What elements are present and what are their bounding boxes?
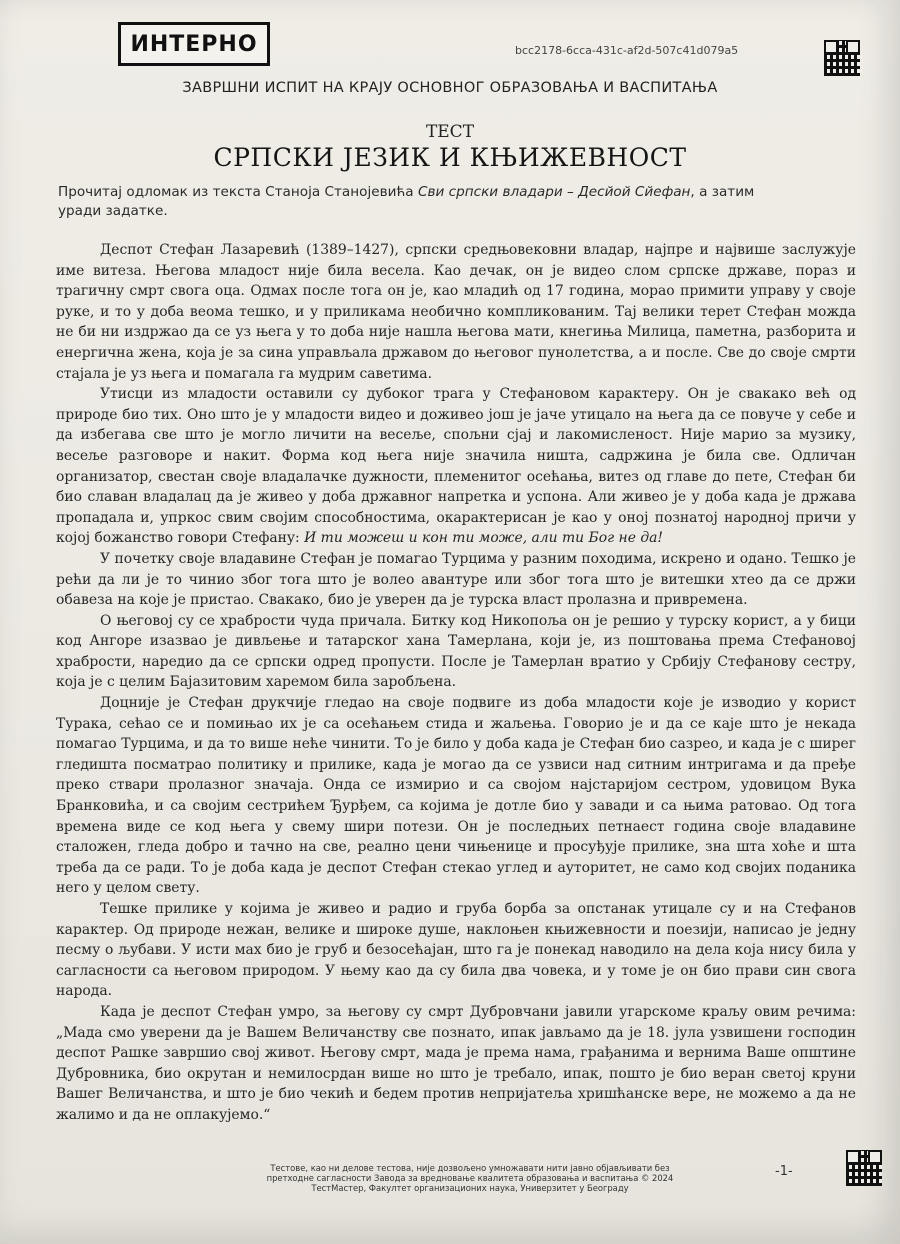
paragraph-text: Утисци из младости оставили су дубоког трага у Стефановом карактеру. Он је свакако већ од природе био тих. Оно што је у младости видео и доживео још је јаче утицало на њега да се повуче у себе и да избегава све што је могло личити на весеље, спољни сјај и лакомисленост. Није марио за музику, весеље разговоре и накит. Форма код њега није значила ништа, садржина је била све. Одличан организатор, свестан своје владалачке дужности, племенитог осећања, витез од главе до пете, Стефан би био славан владалац да је живео у доба државног напретка и успона. Али живео је у доба када је држава пропадала и, упркос свим својим способностима, окарактерисан је као у оној познатој народној причи у којој божанство говори Стефану: bbox=[56, 386, 856, 547]
qr-code-icon bbox=[846, 1150, 882, 1186]
paragraph: У почетку своје владавине Стефан је помагао Турцима у разним походима, искрено и одано. Тешко је рећи да ли је то чинио због тога што је волео авантуре или због тога што је витешки хтео да се држи обавеза на које је пристао. Свакако, био је уверен да је турска власт пролазна и привремена. bbox=[56, 550, 856, 609]
internal-stamp: ИНТЕРНО bbox=[118, 22, 270, 66]
subject-title: СРПСКИ ЈЕЗИК И КЊИЖЕВНОСТ bbox=[213, 143, 687, 172]
document-id: bcc2178-6cca-431c-af2d-507c41d079a5 bbox=[515, 44, 739, 57]
exam-title: ЗАВРШНИ ИСПИТ НА КРАЈУ ОСНОВНОГ ОБРАЗОВАЊА И ВАСПИТАЊА bbox=[182, 80, 718, 96]
instruction-text-end: , а затим уради задатке. bbox=[58, 184, 755, 219]
instruction-source-title: Сви српски владари – Десйой Сйефан bbox=[417, 184, 691, 200]
instruction bbox=[58, 183, 798, 221]
paragraph: Тешке прилике у којима је живео и радио и груба борба за опстанак утицале су и на Стефанов карактер. Од природе нежан, велике и широке душе, наклоњен књижевности и поезији, написао је једну песму о љубави. У исти мах био је груб и безосећајан, што га је понекад наводило на дела која нису била у сагласности са његовом природом. У њему као да су била два човека, и у томе је он био прави син свога народа. bbox=[56, 901, 856, 1000]
reading-passage bbox=[56, 240, 856, 1126]
paragraph: Деспот Стефан Лазаревић (1389–1427), српски средњовековни владар, најпре и највише заслужује име витеза. Његова младост није била весела. Као дечак, он је видео слом српске државе, пораз и трагичну смрт свога оца. Одмах после тога он је, као младић од 17 година, морао примити управу у своје руке, и то у доба веома тешко, и у приликама необично компликованим. Тај велики терет Стефан можда не би ни издржао да се уз њега у то доба није нашла његова мати, кнегиња Милица, паметна, разборита и енергична жена, која је за сина управљала државом до његовог пунолетства, а и после. Све до своје смрти стајала је уз њега и помагала га мудрим саветима. bbox=[56, 242, 856, 382]
paragraph: Доцније је Стефан друкчије гледао на своје подвиге из доба младости које је изводио у корист Турака, сећао се и помињао их је са осећањем стида и жаљења. Говорио је и да се каје што је некада помагао Турцима, и да то више неће чинити. То је било у доба када је Стефан био сазрео, и када је с ширег гледишта посматрао политику и прилике, када је могао да се узвиси над ситним интригама и да пређе преко ствари пролазног значаја. Онда се измирио и са својом најстаријом сестром, удовицом Вука Бранковића, и са својим сестрићем Ђурђем, са којима је дотле био у завади и са њима ратовао. Од тога времена виде се код њега у свему шири потези. Он је последњих петнаест година своје владавине сталожен, гледа добро и тачно на све, реално цени чињенице и просуђује прилике, зна шта хоће и шта треба да се ради. То је доба када је деспот Стефан стекао углед и ауторитет, не само код својих поданика него у целом свету. bbox=[56, 695, 856, 897]
instruction-text: Прочитај одломак из текста Станоја Станојевића bbox=[58, 184, 418, 200]
paragraph bbox=[56, 384, 856, 549]
folk-tale-quote: И ти можеш и кон ти може, али ти Бог не да! bbox=[304, 530, 663, 547]
copyright-footer: Тестове, као ни делове тестова, није дозвољено умножавати нити јавно објављивати без претходне сагласности Завода за вредновање квалитета образовања и васпитања © 2024 ТестМастер, Факултет организационих наука, Универзитет у Београду bbox=[266, 1163, 674, 1193]
page-number: -1- bbox=[775, 1164, 793, 1179]
paragraph: Када је деспот Стефан умро, за његову су смрт Дубровчани јавили угарскоме краљу овим речима: „Мада смо уверени да је Вашем Величанству све познато, ипак јављамо да је 18. јула узвишени господин деспот Рашке завршио свој живот. Његову смрт, мада је према нама, грађанима и вернима Ваше општине Дубровника, био окрутан и немилосрдан више но што је требало, ипак, пошто је био веран светој круни Вашег Величанства, и што је био чекић и бедем против непријатеља хришћанске вере, не можемо а да не жалимо и да не оплакујемо.“ bbox=[56, 1003, 856, 1123]
test-label: ТЕСТ bbox=[425, 122, 475, 142]
paragraph: О његовој су се храбрости чуда причала. Битку код Никопоља он је решио у турску корист, а у бици код Ангоре изазвао је дивљење и татарског хана Тамерлана, који је, из поштовања према Стефановој храбрости, наредио да се српски одред пропусти. После је Тамерлан вратио у Србију Стефанову сестру, која је с целим Бајазитовим харемом била заробљена. bbox=[56, 612, 856, 691]
qr-code-icon bbox=[824, 40, 860, 76]
